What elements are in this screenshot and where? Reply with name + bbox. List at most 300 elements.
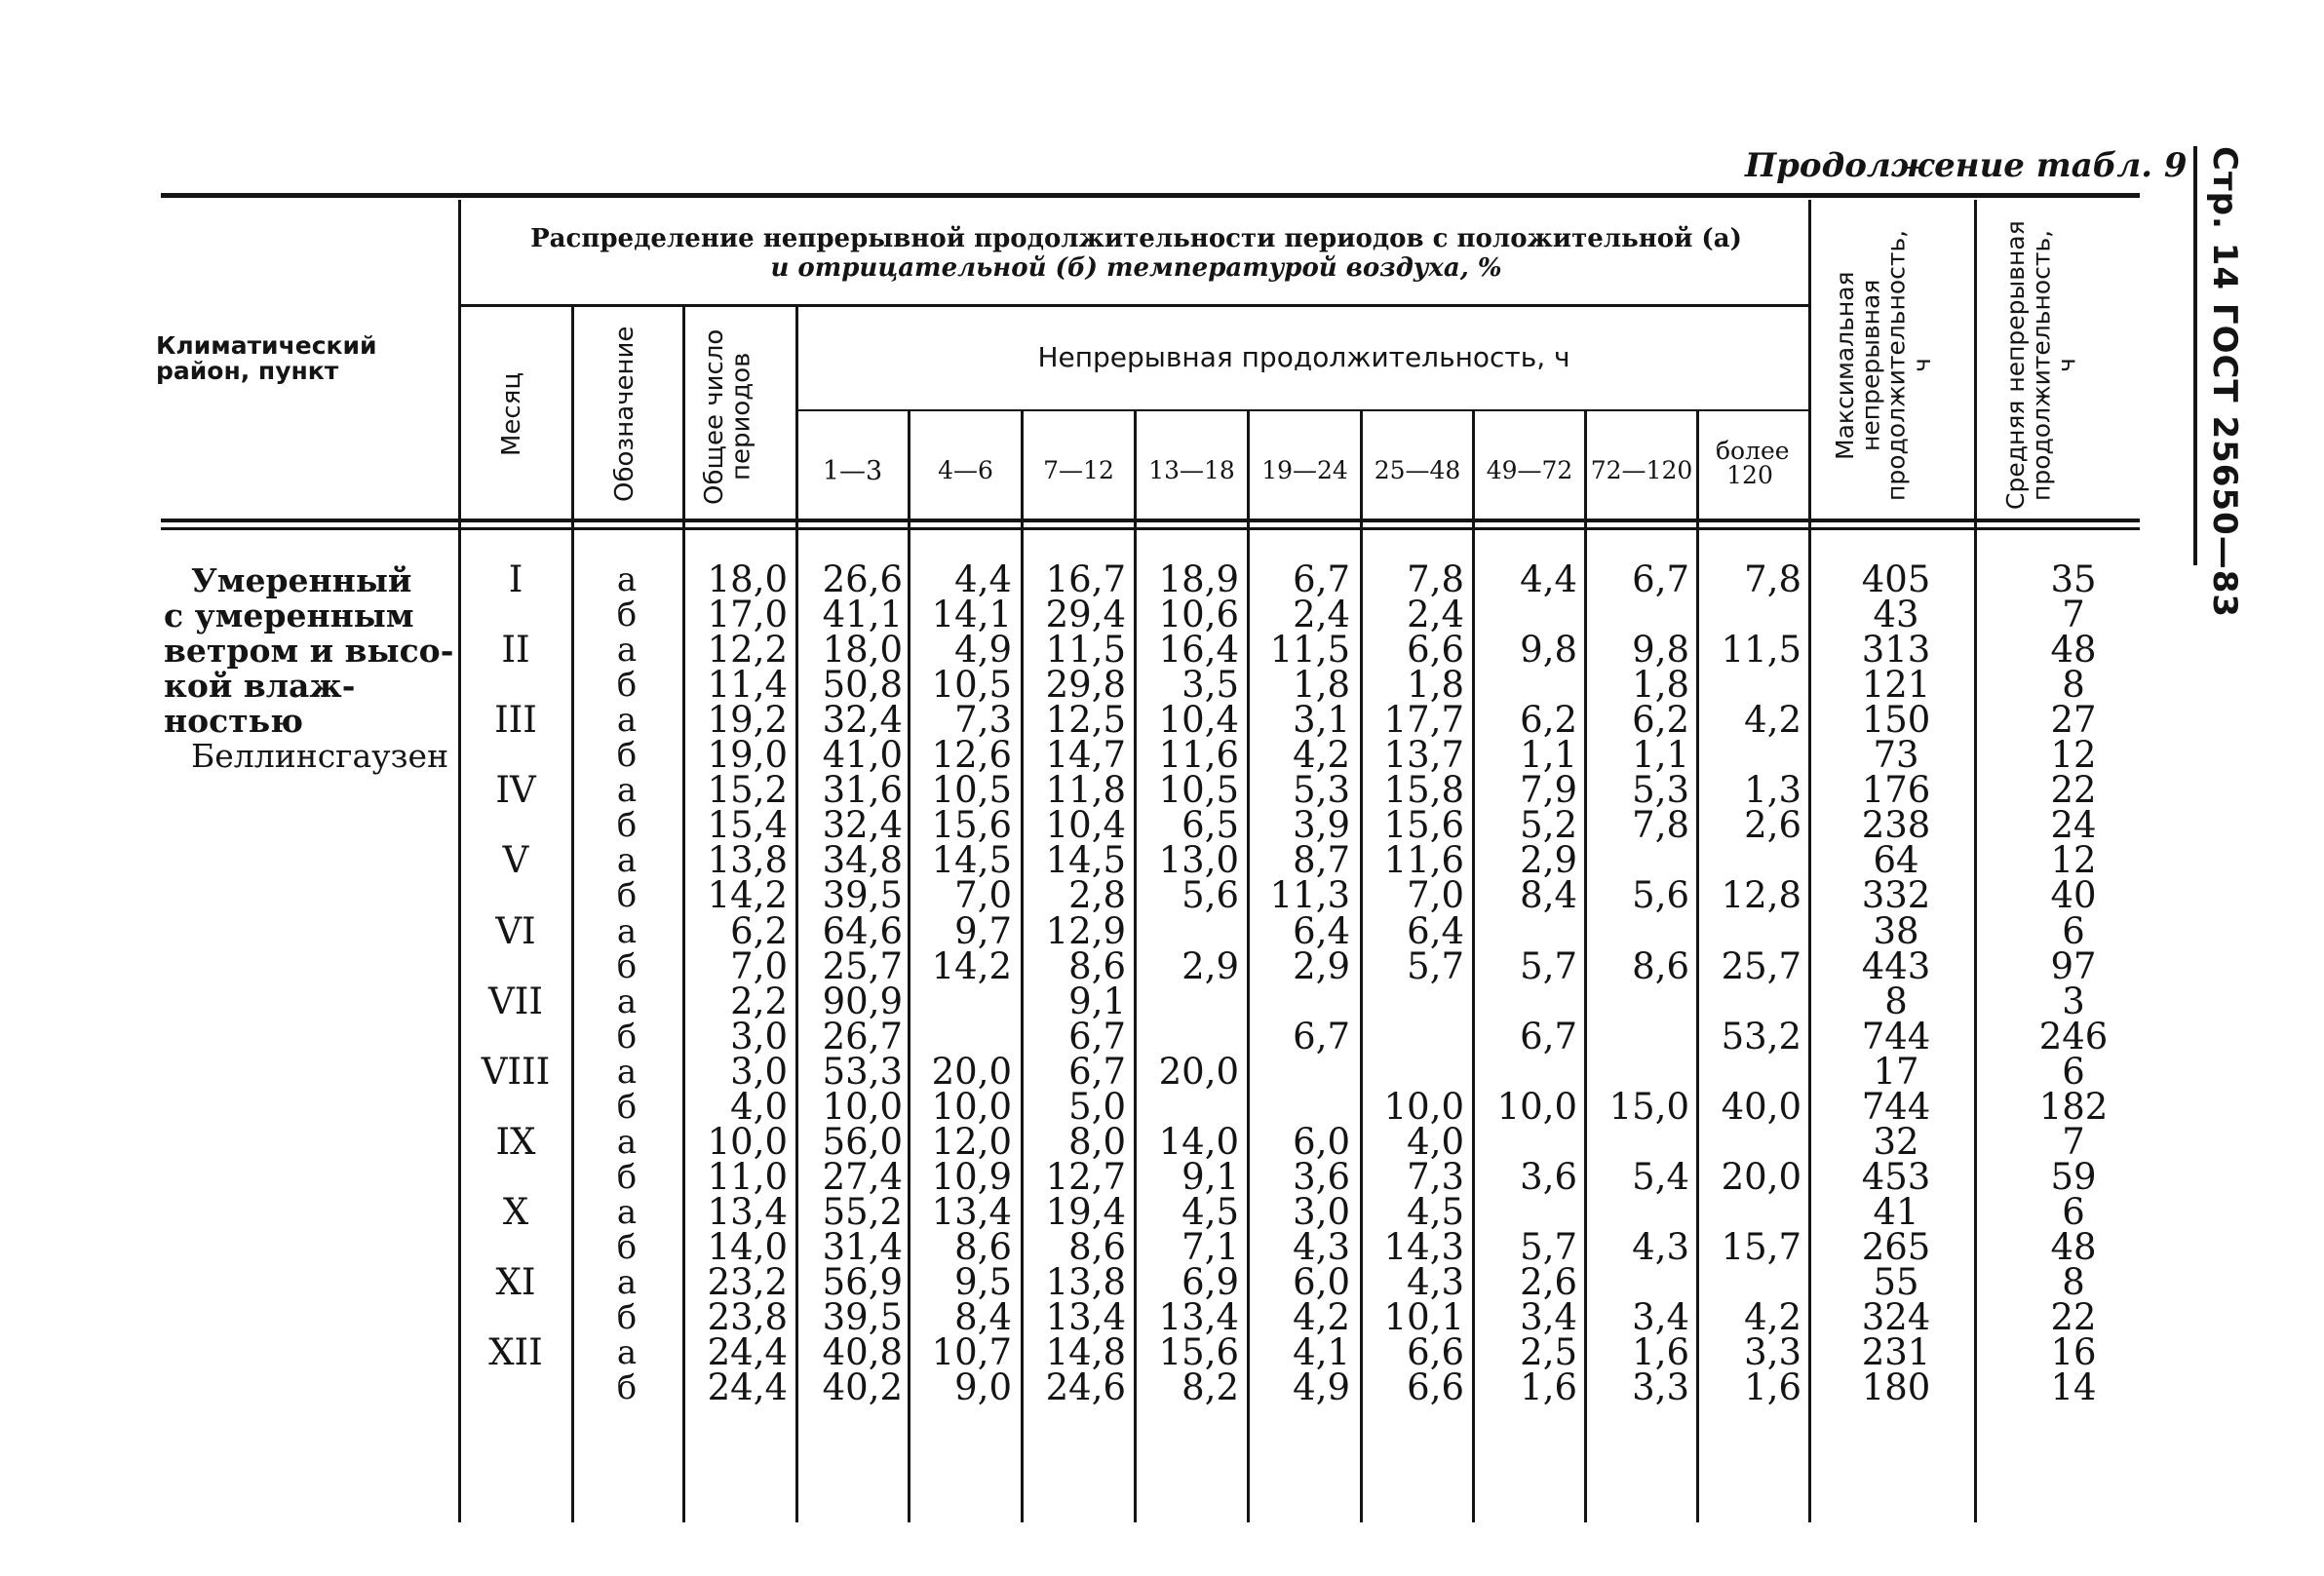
duration-cell: 10,9 bbox=[931, 1156, 1012, 1198]
max-duration-cell: 405 bbox=[1861, 558, 1931, 600]
duration-cell: 6,5 bbox=[1181, 804, 1239, 846]
duration-cell: 12,7 bbox=[1045, 1156, 1126, 1198]
designation-cell: а bbox=[616, 1123, 638, 1162]
duration-cell: 14,5 bbox=[1045, 839, 1126, 881]
duration-cell: 6,7 bbox=[1293, 1016, 1350, 1057]
duration-cell: 31,4 bbox=[822, 1226, 903, 1268]
duration-cell bbox=[1470, 914, 1577, 949]
duration-cell: 14,0 bbox=[1158, 1121, 1239, 1163]
duration-cell: 4,2 bbox=[1744, 1296, 1801, 1338]
duration-cell: 41,0 bbox=[822, 734, 903, 776]
avg-duration-cell: 6 bbox=[2062, 1051, 2085, 1093]
duration-cell: 10,0 bbox=[931, 1086, 1012, 1128]
total-cell: 10,0 bbox=[707, 1121, 788, 1163]
duration-cell: 19,4 bbox=[1045, 1191, 1126, 1233]
month-cell bbox=[476, 1370, 556, 1405]
duration-cell: 10,1 bbox=[1383, 1296, 1464, 1338]
range-72-120: 72—120 bbox=[1590, 456, 1693, 484]
duration-cell: 20,0 bbox=[1721, 1156, 1801, 1198]
total-cell: 14,0 bbox=[707, 1226, 788, 1268]
duration-cell: 4,4 bbox=[954, 558, 1012, 600]
month-cell bbox=[476, 949, 556, 984]
table-caption: Продолжение табл. 9 bbox=[1745, 146, 2188, 185]
duration-cell: 6,4 bbox=[1407, 910, 1464, 952]
avg-duration-cell: 22 bbox=[2050, 769, 2097, 811]
duration-cell: 13,4 bbox=[1045, 1296, 1126, 1338]
duration-cell: 31,6 bbox=[822, 769, 903, 811]
total-cell: 19,0 bbox=[707, 734, 788, 776]
duration-cell: 7,8 bbox=[1632, 804, 1689, 846]
duration-cell: 7,0 bbox=[954, 874, 1012, 916]
designation-cell: б bbox=[616, 1088, 638, 1127]
duration-cell bbox=[1357, 1019, 1464, 1055]
max-duration-cell: 73 bbox=[1873, 734, 1919, 776]
duration-cell: 2,8 bbox=[1068, 874, 1126, 916]
designation-cell: а bbox=[616, 982, 638, 1021]
duration-cell bbox=[1582, 914, 1689, 949]
table-top-rule bbox=[161, 193, 2140, 198]
duration-cell: 15,6 bbox=[931, 804, 1012, 846]
duration-cell: 13,4 bbox=[1158, 1296, 1239, 1338]
duration-cell bbox=[1694, 738, 1801, 773]
header-designation: Обозначение bbox=[610, 326, 639, 503]
header-climate-region: Климатический район, пункт bbox=[156, 331, 377, 386]
designation-cell: б bbox=[616, 806, 638, 845]
month-cell bbox=[476, 1090, 556, 1125]
duration-cell: 14,7 bbox=[1045, 734, 1126, 776]
header-avg-duration: Средняя непрерывная продолжительность, ч bbox=[2001, 220, 2081, 511]
designation-cell: а bbox=[616, 631, 638, 670]
month-cell bbox=[476, 1160, 556, 1195]
duration-cell bbox=[1132, 1019, 1239, 1055]
range-19-24: 19—24 bbox=[1261, 456, 1348, 484]
duration-cell: 2,4 bbox=[1293, 594, 1350, 635]
duration-cell: 5,7 bbox=[1407, 945, 1464, 987]
duration-cell: 6,7 bbox=[1632, 558, 1689, 600]
month-cell: XII bbox=[488, 1331, 543, 1373]
duration-cell bbox=[905, 1019, 1012, 1055]
range-1-3: 1—3 bbox=[822, 456, 883, 486]
col-divider-month bbox=[571, 307, 574, 1522]
region-line-5: ностью bbox=[164, 702, 303, 740]
duration-cell bbox=[1470, 984, 1577, 1019]
duration-cell: 8,6 bbox=[1068, 1226, 1126, 1268]
duration-cell: 6,7 bbox=[1293, 558, 1350, 600]
avg-duration-cell: 35 bbox=[2050, 558, 2097, 600]
month-cell bbox=[476, 738, 556, 773]
duration-cell: 6,6 bbox=[1407, 1331, 1464, 1373]
range-49-72: 49—72 bbox=[1486, 456, 1573, 484]
avg-duration-cell: 48 bbox=[2050, 629, 2097, 671]
duration-cell: 4,1 bbox=[1293, 1331, 1350, 1373]
total-cell: 15,2 bbox=[707, 769, 788, 811]
duration-cell: 9,1 bbox=[1181, 1156, 1239, 1198]
col-divider-max bbox=[1808, 200, 1811, 1522]
duration-cell: 6,6 bbox=[1407, 629, 1464, 671]
total-cell: 24,4 bbox=[707, 1366, 788, 1408]
duration-cell: 40,8 bbox=[822, 1331, 903, 1373]
duration-cell: 18,9 bbox=[1158, 558, 1239, 600]
duration-cell: 4,5 bbox=[1181, 1191, 1239, 1233]
duration-cell: 7,3 bbox=[1407, 1156, 1464, 1198]
total-cell: 13,4 bbox=[707, 1191, 788, 1233]
max-duration-cell: 41 bbox=[1873, 1191, 1919, 1233]
month-cell: IX bbox=[495, 1121, 536, 1163]
station-name: Беллинсгаузен bbox=[191, 737, 449, 775]
total-cell: 19,2 bbox=[707, 699, 788, 741]
duration-cell bbox=[1694, 1195, 1801, 1230]
duration-cell: 14,8 bbox=[1045, 1331, 1126, 1373]
duration-cell: 26,7 bbox=[822, 1016, 903, 1057]
duration-cell: 12,5 bbox=[1045, 699, 1126, 741]
header-distribution-line1: Распределение непрерывной продолжительности периодов с положительной (а) bbox=[530, 224, 1742, 253]
duration-cell: 9,7 bbox=[954, 910, 1012, 952]
designation-cell: б bbox=[616, 736, 638, 775]
duration-cell: 8,6 bbox=[954, 1226, 1012, 1268]
duration-cell: 1,1 bbox=[1632, 734, 1689, 776]
duration-cell: 7,3 bbox=[954, 699, 1012, 741]
duration-cell bbox=[1243, 1090, 1350, 1125]
duration-cell bbox=[1582, 1265, 1689, 1300]
duration-cell: 14,1 bbox=[931, 594, 1012, 635]
duration-cell: 2,9 bbox=[1520, 839, 1577, 881]
duration-cell: 10,4 bbox=[1045, 804, 1126, 846]
duration-cell: 25,7 bbox=[822, 945, 903, 987]
designation-cell: б bbox=[616, 1158, 638, 1197]
duration-cell: 1,6 bbox=[1520, 1366, 1577, 1408]
duration-cell bbox=[1694, 914, 1801, 949]
duration-cell: 3,6 bbox=[1520, 1156, 1577, 1198]
duration-cell: 16,7 bbox=[1045, 558, 1126, 600]
duration-cell bbox=[1694, 984, 1801, 1019]
duration-cell: 1,6 bbox=[1744, 1366, 1801, 1408]
duration-cell: 56,9 bbox=[822, 1261, 903, 1303]
duration-cell bbox=[1132, 914, 1239, 949]
duration-cell: 12,9 bbox=[1045, 910, 1126, 952]
duration-cell: 10,6 bbox=[1158, 594, 1239, 635]
avg-duration-cell: 8 bbox=[2062, 664, 2085, 706]
duration-cell: 9,8 bbox=[1520, 629, 1577, 671]
duration-cell bbox=[1582, 1055, 1689, 1090]
designation-cell: а bbox=[616, 1053, 638, 1092]
max-duration-cell: 55 bbox=[1873, 1261, 1919, 1303]
duration-cell: 4,3 bbox=[1632, 1226, 1689, 1268]
duration-cell bbox=[1470, 668, 1577, 703]
duration-cell: 29,8 bbox=[1045, 664, 1126, 706]
duration-cell: 1,1 bbox=[1520, 734, 1577, 776]
duration-cell: 64,6 bbox=[822, 910, 903, 952]
duration-cell: 14,3 bbox=[1383, 1226, 1464, 1268]
duration-cell: 4,3 bbox=[1407, 1261, 1464, 1303]
duration-cell: 11,5 bbox=[1269, 629, 1350, 671]
avg-duration-cell: 3 bbox=[2062, 980, 2085, 1022]
duration-cell: 4,3 bbox=[1293, 1226, 1350, 1268]
duration-cell: 11,6 bbox=[1158, 734, 1239, 776]
duration-cell: 5,2 bbox=[1520, 804, 1577, 846]
duration-cell: 2,9 bbox=[1181, 945, 1239, 987]
header-total-periods: Общее число периодов bbox=[700, 328, 756, 505]
header-continuous-duration: Непрерывная продолжительность, ч bbox=[1037, 341, 1570, 373]
header-distribution-line2: и отрицательной (б) температурой воздуха, % bbox=[770, 253, 1502, 283]
duration-cell: 55,2 bbox=[822, 1191, 903, 1233]
duration-cell: 8,2 bbox=[1181, 1366, 1239, 1408]
region-line-3: ветром и высо- bbox=[164, 632, 454, 670]
designation-cell: а bbox=[616, 1193, 638, 1232]
total-cell: 15,4 bbox=[707, 804, 788, 846]
duration-cell bbox=[1357, 1055, 1464, 1090]
duration-cell: 13,8 bbox=[1045, 1261, 1126, 1303]
duration-cell: 6,7 bbox=[1520, 1016, 1577, 1057]
designation-cell: а bbox=[616, 771, 638, 810]
region-line-4: кой влаж- bbox=[164, 667, 356, 705]
duration-cell: 3,9 bbox=[1293, 804, 1350, 846]
duration-cell: 6,2 bbox=[1520, 699, 1577, 741]
side-label-rule bbox=[2193, 146, 2197, 565]
max-duration-cell: 180 bbox=[1861, 1366, 1931, 1408]
duration-cell: 16,4 bbox=[1158, 629, 1239, 671]
duration-cell: 3,3 bbox=[1632, 1366, 1689, 1408]
month-cell: VI bbox=[495, 910, 536, 952]
duration-cell bbox=[1243, 1055, 1350, 1090]
duration-cell: 4,4 bbox=[1520, 558, 1577, 600]
duration-cell: 6,9 bbox=[1181, 1261, 1239, 1303]
max-duration-cell: 8 bbox=[1884, 980, 1908, 1022]
duration-cell bbox=[1694, 1125, 1801, 1160]
duration-cell bbox=[1470, 597, 1577, 633]
duration-cell bbox=[1694, 1265, 1801, 1300]
duration-cell: 3,6 bbox=[1293, 1156, 1350, 1198]
duration-cell: 13,4 bbox=[931, 1191, 1012, 1233]
avg-duration-cell: 24 bbox=[2050, 804, 2097, 846]
avg-duration-cell: 48 bbox=[2050, 1226, 2097, 1268]
duration-cell: 8,7 bbox=[1293, 839, 1350, 881]
range-7-12: 7—12 bbox=[1043, 456, 1114, 484]
duration-cell bbox=[1132, 1090, 1239, 1125]
duration-cell: 4,9 bbox=[1293, 1366, 1350, 1408]
max-duration-cell: 17 bbox=[1873, 1051, 1919, 1093]
duration-cell: 18,0 bbox=[822, 629, 903, 671]
duration-cell: 9,1 bbox=[1068, 980, 1126, 1022]
duration-cell: 4,0 bbox=[1407, 1121, 1464, 1163]
duration-cell: 29,4 bbox=[1045, 594, 1126, 635]
month-cell: VII bbox=[488, 980, 543, 1022]
avg-duration-cell: 16 bbox=[2050, 1331, 2097, 1373]
duration-cell: 7,1 bbox=[1181, 1226, 1239, 1268]
max-duration-cell: 38 bbox=[1873, 910, 1919, 952]
month-cell bbox=[476, 597, 556, 633]
avg-duration-cell: 12 bbox=[2050, 734, 2097, 776]
avg-duration-cell: 22 bbox=[2050, 1296, 2097, 1338]
region-line-1: Умеренный bbox=[191, 561, 412, 599]
duration-cell: 2,5 bbox=[1520, 1331, 1577, 1373]
duration-cell: 8,0 bbox=[1068, 1121, 1126, 1163]
duration-cell: 15,0 bbox=[1608, 1086, 1689, 1128]
duration-cell bbox=[1582, 1019, 1689, 1055]
designation-cell: б bbox=[616, 1298, 638, 1337]
duration-cell: 6,2 bbox=[1632, 699, 1689, 741]
duration-cell: 10,5 bbox=[931, 769, 1012, 811]
duration-cell: 4,9 bbox=[954, 629, 1012, 671]
max-duration-cell: 453 bbox=[1861, 1156, 1931, 1198]
duration-cell: 39,5 bbox=[822, 1296, 903, 1338]
duration-cell: 4,5 bbox=[1407, 1191, 1464, 1233]
duration-cell: 1,6 bbox=[1632, 1331, 1689, 1373]
distribution-under-rule bbox=[458, 304, 1808, 307]
range-over-120: более 120 bbox=[1716, 437, 1790, 489]
duration-cell bbox=[1694, 843, 1801, 878]
designation-cell: б bbox=[616, 1368, 638, 1407]
duration-cell: 11,5 bbox=[1721, 629, 1801, 671]
duration-cell: 5,6 bbox=[1181, 874, 1239, 916]
designation-cell: б bbox=[616, 947, 638, 986]
duration-cell bbox=[1470, 1125, 1577, 1160]
duration-cell: 9,5 bbox=[954, 1261, 1012, 1303]
designation-cell: б bbox=[616, 1228, 638, 1267]
duration-cell: 13,0 bbox=[1158, 839, 1239, 881]
avg-duration-cell: 12 bbox=[2050, 839, 2097, 881]
duration-cell: 1,8 bbox=[1407, 664, 1464, 706]
duration-cell: 3,5 bbox=[1181, 664, 1239, 706]
duration-cell: 2,6 bbox=[1744, 804, 1801, 846]
month-cell bbox=[476, 1019, 556, 1055]
duration-cell: 6,4 bbox=[1293, 910, 1350, 952]
total-cell: 17,0 bbox=[707, 594, 788, 635]
duration-cell: 4,2 bbox=[1293, 1296, 1350, 1338]
duration-cell: 4,2 bbox=[1744, 699, 1801, 741]
duration-cell: 10,4 bbox=[1158, 699, 1239, 741]
avg-duration-cell: 40 bbox=[2050, 874, 2097, 916]
duration-cell: 11,3 bbox=[1269, 874, 1350, 916]
duration-cell: 14,2 bbox=[931, 945, 1012, 987]
duration-cell: 15,6 bbox=[1383, 804, 1464, 846]
duration-cell: 40,0 bbox=[1721, 1086, 1801, 1128]
duration-cell bbox=[1582, 597, 1689, 633]
duration-cell: 90,9 bbox=[822, 980, 903, 1022]
max-duration-cell: 150 bbox=[1861, 699, 1931, 741]
designation-cell: б bbox=[616, 596, 638, 634]
duration-cell bbox=[1582, 1125, 1689, 1160]
duration-cell: 26,6 bbox=[822, 558, 903, 600]
avg-duration-cell: 6 bbox=[2062, 910, 2085, 952]
duration-cell: 6,0 bbox=[1293, 1261, 1350, 1303]
duration-cell: 7,8 bbox=[1407, 558, 1464, 600]
duration-under-rule bbox=[797, 409, 1808, 411]
designation-cell: б bbox=[616, 1018, 638, 1057]
month-cell bbox=[476, 878, 556, 913]
duration-cell bbox=[1243, 984, 1350, 1019]
duration-cell: 1,3 bbox=[1744, 769, 1801, 811]
duration-cell: 32,4 bbox=[822, 804, 903, 846]
month-cell: I bbox=[508, 558, 523, 600]
total-cell: 11,4 bbox=[707, 664, 788, 706]
duration-cell: 1,8 bbox=[1293, 664, 1350, 706]
duration-cell: 11,8 bbox=[1045, 769, 1126, 811]
designation-cell: а bbox=[616, 1263, 638, 1302]
duration-cell: 15,6 bbox=[1158, 1331, 1239, 1373]
duration-cell: 7,0 bbox=[1407, 874, 1464, 916]
duration-cell: 56,0 bbox=[822, 1121, 903, 1163]
max-duration-cell: 313 bbox=[1861, 629, 1931, 671]
duration-cell bbox=[1694, 668, 1801, 703]
duration-cell: 34,8 bbox=[822, 839, 903, 881]
duration-cell bbox=[1357, 984, 1464, 1019]
duration-cell: 6,7 bbox=[1068, 1051, 1126, 1093]
duration-cell: 12,8 bbox=[1721, 874, 1801, 916]
duration-cell: 4,2 bbox=[1293, 734, 1350, 776]
duration-cell bbox=[1470, 1195, 1577, 1230]
month-cell: X bbox=[502, 1191, 529, 1233]
month-cell bbox=[476, 668, 556, 703]
range-25-48: 25—48 bbox=[1374, 456, 1461, 484]
month-cell: II bbox=[501, 629, 530, 671]
designation-cell: а bbox=[616, 841, 638, 880]
duration-cell: 32,4 bbox=[822, 699, 903, 741]
duration-cell: 20,0 bbox=[931, 1051, 1012, 1093]
month-cell: VIII bbox=[481, 1051, 551, 1093]
avg-duration-cell: 27 bbox=[2050, 699, 2097, 741]
total-cell: 7,0 bbox=[730, 945, 788, 987]
duration-cell: 5,7 bbox=[1520, 1226, 1577, 1268]
duration-cell: 8,4 bbox=[1520, 874, 1577, 916]
duration-cell: 8,6 bbox=[1068, 945, 1126, 987]
duration-cell: 5,4 bbox=[1632, 1156, 1689, 1198]
duration-cell bbox=[1694, 1055, 1801, 1090]
duration-cell: 7,8 bbox=[1744, 558, 1801, 600]
duration-cell: 1,8 bbox=[1632, 664, 1689, 706]
total-cell: 12,2 bbox=[707, 629, 788, 671]
duration-cell: 24,6 bbox=[1045, 1366, 1126, 1408]
duration-cell: 6,7 bbox=[1068, 1016, 1126, 1057]
header-month: Месяц bbox=[497, 371, 526, 457]
duration-cell: 2,6 bbox=[1520, 1261, 1577, 1303]
month-cell: V bbox=[502, 839, 529, 881]
duration-cell: 5,0 bbox=[1068, 1086, 1126, 1128]
range-4-6: 4—6 bbox=[938, 456, 993, 484]
header-max-duration: Максимальная непрерывная продолжительность, ч bbox=[1831, 229, 1936, 502]
avg-duration-cell: 7 bbox=[2062, 594, 2085, 635]
designation-cell: а bbox=[616, 701, 638, 740]
duration-cell: 3,0 bbox=[1293, 1191, 1350, 1233]
avg-duration-cell: 59 bbox=[2050, 1156, 2097, 1198]
total-cell: 6,2 bbox=[730, 910, 788, 952]
avg-duration-cell: 7 bbox=[2062, 1121, 2085, 1163]
duration-cell: 15,8 bbox=[1383, 769, 1464, 811]
duration-cell: 3,3 bbox=[1744, 1331, 1801, 1373]
duration-cell: 8,6 bbox=[1632, 945, 1689, 987]
month-cell: III bbox=[494, 699, 537, 741]
duration-cell: 20,0 bbox=[1158, 1051, 1239, 1093]
max-duration-cell: 238 bbox=[1861, 804, 1931, 846]
month-cell bbox=[476, 1300, 556, 1335]
duration-cell: 3,4 bbox=[1632, 1296, 1689, 1338]
range-13-18: 13—18 bbox=[1148, 456, 1235, 484]
duration-cell: 9,0 bbox=[954, 1366, 1012, 1408]
total-cell: 3,0 bbox=[730, 1016, 788, 1057]
duration-cell: 8,4 bbox=[954, 1296, 1012, 1338]
duration-cell: 6,6 bbox=[1407, 1366, 1464, 1408]
total-cell: 4,0 bbox=[730, 1086, 788, 1128]
max-duration-cell: 744 bbox=[1861, 1016, 1931, 1057]
duration-cell: 10,5 bbox=[1158, 769, 1239, 811]
duration-cell: 12,0 bbox=[931, 1121, 1012, 1163]
duration-cell: 10,0 bbox=[1383, 1086, 1464, 1128]
max-duration-cell: 64 bbox=[1873, 839, 1919, 881]
total-cell: 3,0 bbox=[730, 1051, 788, 1093]
duration-cell bbox=[1470, 1055, 1577, 1090]
designation-cell: б bbox=[616, 876, 638, 915]
duration-cell: 10,0 bbox=[822, 1086, 903, 1128]
designation-cell: а bbox=[616, 560, 638, 599]
